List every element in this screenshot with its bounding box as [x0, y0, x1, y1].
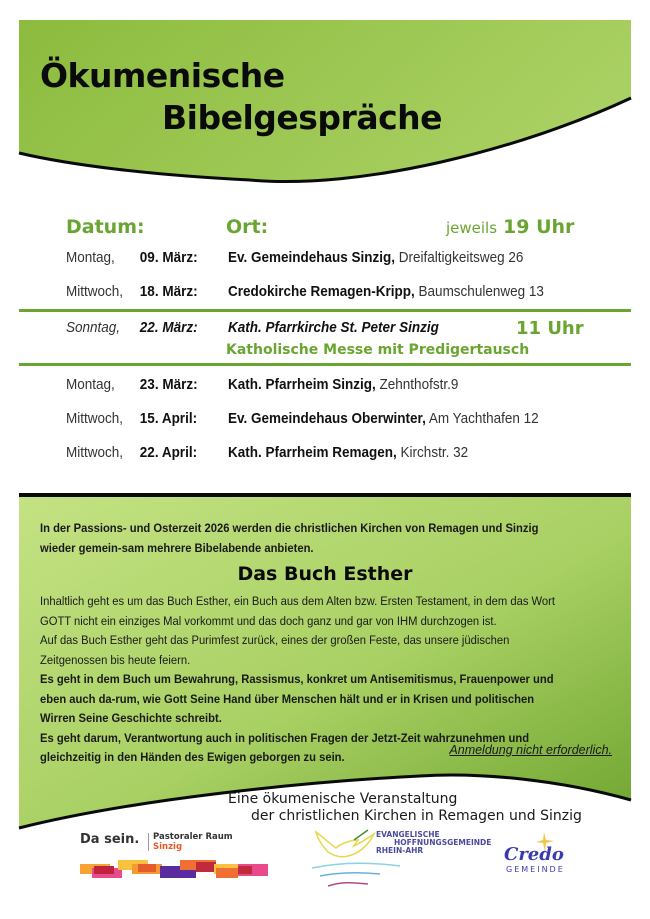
row-date: 22. April:	[139, 444, 198, 461]
time-default: 19 Uhr	[503, 216, 575, 238]
info-paragraph-3: Es geht in dem Buch um Bewahrung, Rassismus, konkret um Antisemitismus, Frauenpower und eben auch da-rum, wie Gott Seine Hand über Menschen hält und er in Krisen und politischen Wirren Seine Geschichte schreibt.	[40, 672, 554, 725]
row-venue: Kath. Pfarrheim Remagen,	[228, 444, 397, 461]
row-address: Dreifaltigkeitsweg 26	[395, 249, 524, 266]
row-date: 22. März:	[139, 319, 198, 336]
row-day: Mittwoch,	[66, 283, 124, 300]
logo-line-2: Sinzig	[153, 842, 183, 852]
book-title: Das Buch Esther	[237, 563, 413, 585]
row-note: Katholische Messe mit Predigertausch	[226, 342, 530, 358]
row-day: Mittwoch,	[66, 410, 124, 427]
logo-separator	[148, 833, 149, 851]
logo-evangelische-hoffnungsgemeinde	[310, 826, 492, 896]
row-place	[228, 410, 539, 427]
row-day: Sonntag,	[66, 319, 121, 336]
logo-credo-sub: GEMEINDE	[506, 865, 565, 874]
row-place	[228, 376, 458, 393]
row-place	[228, 444, 468, 461]
footer-line-2: der christlichen Kirchen in Remagen und Sinzig	[251, 808, 582, 824]
row-venue: Ev. Gemeindehaus Oberwinter,	[228, 410, 426, 427]
row-venue: Kath. Pfarrheim Sinzig,	[228, 376, 376, 393]
logo-ev-line-2: HOFFNUNGSGEMEINDE	[394, 838, 492, 847]
row-venue: Credokirche Remagen-Kripp,	[228, 283, 415, 300]
intro-paragraph: In der Passions- und Osterzeit 2026 werden die christlichen Kirchen von Remagen und Sinzig wieder gemein-sam mehrere Bibelabende anbieten.	[40, 521, 539, 555]
row-venue: Ev. Gemeindehaus Sinzig,	[228, 249, 396, 266]
row-day: Montag,	[66, 376, 115, 393]
row-time-special: 11 Uhr	[516, 318, 584, 339]
row-address: Am Yachthafen 12	[425, 410, 539, 427]
divider-top	[19, 309, 631, 312]
info-paragraph-1: Inhaltlich geht es um das Buch Esther, ein Buch aus dem Alten bzw. Ersten Testament, in dem das Wort GOTT nicht ein einziges Mal vorkommt und das doch ganz und gar von IHM durchzogen ist.	[40, 594, 556, 628]
logo-line-1: Pastoraler Raum	[153, 832, 233, 842]
row-date: 09. März:	[139, 249, 198, 266]
row-date: 23. März:	[139, 376, 198, 393]
row-address: Kirchstr. 32	[396, 444, 469, 461]
row-place	[228, 283, 544, 300]
row-address: Zehnthofstr.9	[375, 376, 459, 393]
info-paragraph-2: Auf das Buch Esther geht das Purimfest zurück, eines der großen Feste, das unsere jüdischen Zeitgenossen bis heute feiern.	[40, 633, 510, 667]
row-address: Baumschulenweg 13	[414, 283, 544, 300]
time-prefix: jeweils	[446, 219, 498, 237]
intro-text	[40, 519, 566, 558]
logo-slogan: Da sein.	[80, 832, 140, 847]
section-divider	[19, 493, 631, 497]
divider-bottom	[19, 363, 631, 366]
registration-note: Anmeldung nicht erforderlich.	[449, 743, 612, 757]
title-line-2: Bibelgespräche	[162, 98, 443, 137]
footer-line-1: Eine ökumenische Veranstaltung	[228, 791, 458, 807]
logo-ev-line-3: RHEIN-AHR	[376, 846, 424, 855]
logo-credo-gemeinde	[500, 832, 580, 882]
row-date: 18. März:	[139, 283, 198, 300]
default-time	[446, 216, 574, 238]
title-line-1: Ökumenische	[40, 56, 285, 95]
row-venue: Kath. Pfarrkirche St. Peter Sinzig	[228, 319, 439, 336]
logo-ev-line-1: EVANGELISCHE	[376, 830, 440, 839]
row-date: 15. April:	[139, 410, 198, 427]
info-paragraph-4: Es geht darum, Verantwortung auch in politischen Fragen der Jetzt-Zeit wahrzunehmen und gleichzeitig in den Händen des Ewigen geborgen zu sein.	[40, 730, 530, 764]
column-header-place: Ort:	[226, 216, 269, 238]
color-stripes-icon	[80, 860, 270, 880]
row-day: Mittwoch,	[66, 444, 124, 461]
row-day: Montag,	[66, 249, 115, 266]
row-place	[228, 249, 523, 266]
info-body	[40, 592, 566, 768]
logo-credo-word: Credo	[504, 844, 564, 865]
row-place	[228, 319, 439, 336]
column-header-date: Datum:	[66, 216, 145, 238]
